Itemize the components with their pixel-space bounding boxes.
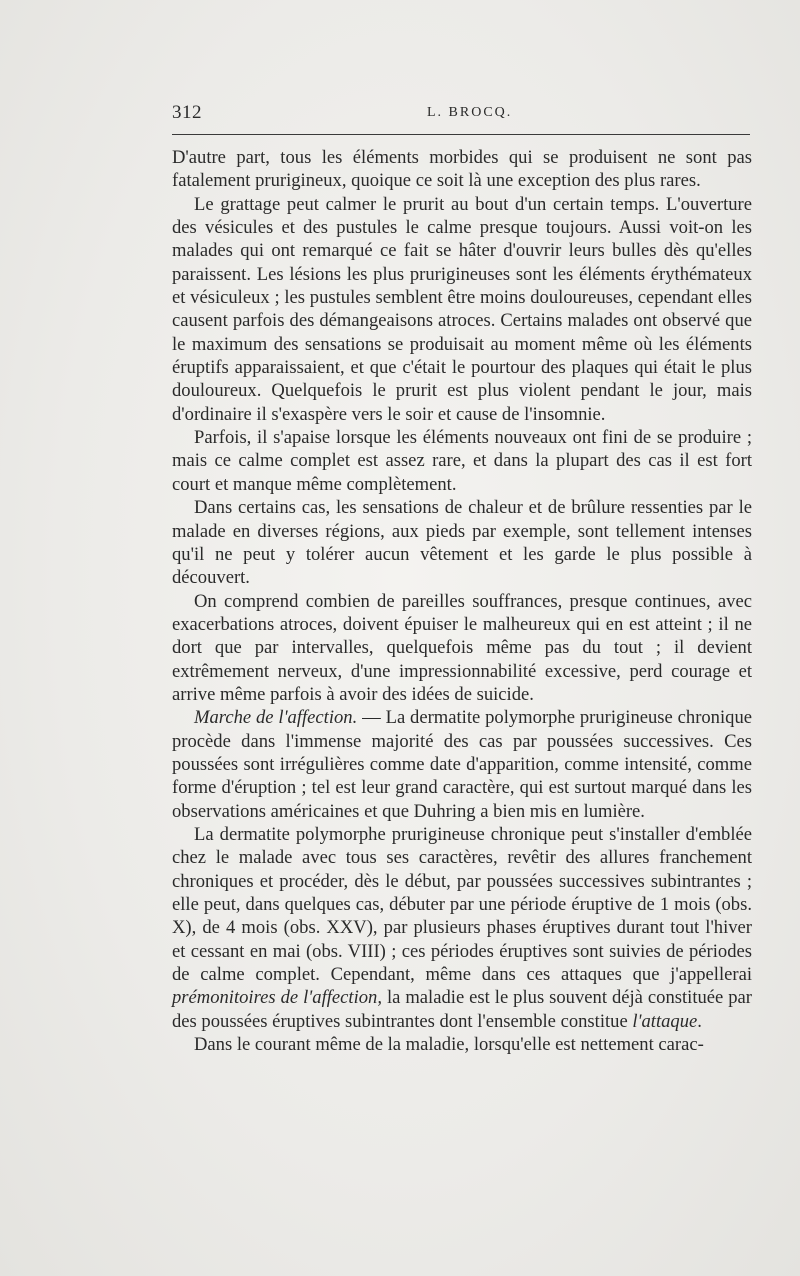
- running-title: L. BROCQ.: [427, 105, 513, 120]
- running-head: [172, 102, 750, 126]
- paragraph-4: Dans certains cas, les sensations de chaleur et de brûlure ressenties par le malade en diverses régions, aux pieds par exemple, sont tellement intenses qu'il ne peut y tolérer aucun vêtement et les garde le plus possible à découvert.: [172, 497, 752, 589]
- header-rule: [172, 134, 750, 135]
- paragraph-7-italic-2: l'attaque: [632, 1010, 698, 1032]
- paragraph-7-text-3: .: [697, 1010, 702, 1032]
- paragraph-7: [172, 823, 752, 1033]
- paragraph-7-text-2: la maladie est le plus souvent déjà constituée par des poussées éruptives subintrantes dont l'ensemble constitue: [172, 987, 752, 1032]
- paragraph-1: D'autre part, tous les éléments morbides qui se produisent ne sont pas fatalement prurigineux, quoique ce soit là une exception des plus rares.: [172, 147, 752, 192]
- paragraph-3: Parfois, il s'apaise lorsque les éléments nouveaux ont fini de se produire ; mais ce calme complet est assez rare, et dans la plupart des cas il est fort court et manque même complètement.: [172, 427, 752, 495]
- paragraph-8: Dans le courant même de la maladie, lorsqu'elle est nettement carac-: [194, 1034, 704, 1056]
- paragraph-5: On comprend combien de pareilles souffrances, presque continues, avec exacerbations atroces, doivent épuiser le malheureux qui en est atteint ; il ne dort que par intervalles, quelquefois même pas du tout ; il devient extrêmement nerveux, d'une impressionnabilité excessive, perd courage et arrive même parfois à avoir des idées de suicide.: [172, 590, 752, 705]
- section-heading: Marche de l'affection.: [194, 707, 358, 729]
- body-text: [172, 146, 752, 1056]
- paragraph-7-italic-1: prémonitoires de l'affection,: [172, 987, 382, 1009]
- paragraph-6: [172, 706, 752, 823]
- paragraph-7-text-1: La dermatite polymorphe prurigineuse chronique peut s'installer d'emblée chez le malade avec tous ses caractères, revêtir des allures franchement chroniques et procéder, dès le début, par poussées successives subintrantes ; elle peut, dans quelques cas, débuter par une période éruptive de 1 mois (obs. X), de 4 mois (obs. XXV), par plusieurs phases éruptives durant tout l'hiver et cessant en mai (obs. VIII) ; ces périodes éruptives sont suivies de périodes de calme complet. Cependant, même dans ces attaques que j'appellerai: [172, 823, 752, 986]
- paragraph-2: Le grattage peut calmer le prurit au bout d'un certain temps. L'ouverture des vésicules et des pustules le calme presque toujours. Aussi voit-on les malades qui ont remarqué ce fait se hâter d'ouvrir leurs bulles dès qu'elles paraissent. Les lésions les plus prurigineuses sont les éléments érythémateux et vésiculeux ; les pustules semblent être moins douloureuses, cependant elles causent parfois des démangeaisons atroces. Certains malades ont observé que le maximum des sensations se produisait au moment même où les éléments éruptifs apparaissaient, et que c'était le pourtour des plaques qui était le plus douloureux. Quelquefois le prurit est plus violent pendant le jour, mais d'ordinaire il s'exaspère vers le soir et cause de l'insomnie.: [172, 193, 752, 425]
- paragraph-6-text: — La dermatite polymorphe prurigineuse chronique procède dans l'immense majorité des cas par poussées successives. Ces poussées sont irrégulières comme date d'apparition, comme intensité, comme forme d'éruption ; tel est leur grand caractère, qui est surtout marqué dans les observations américaines et que Duhring a bien mis en lumière.: [172, 707, 752, 822]
- page-number: 312: [172, 102, 202, 123]
